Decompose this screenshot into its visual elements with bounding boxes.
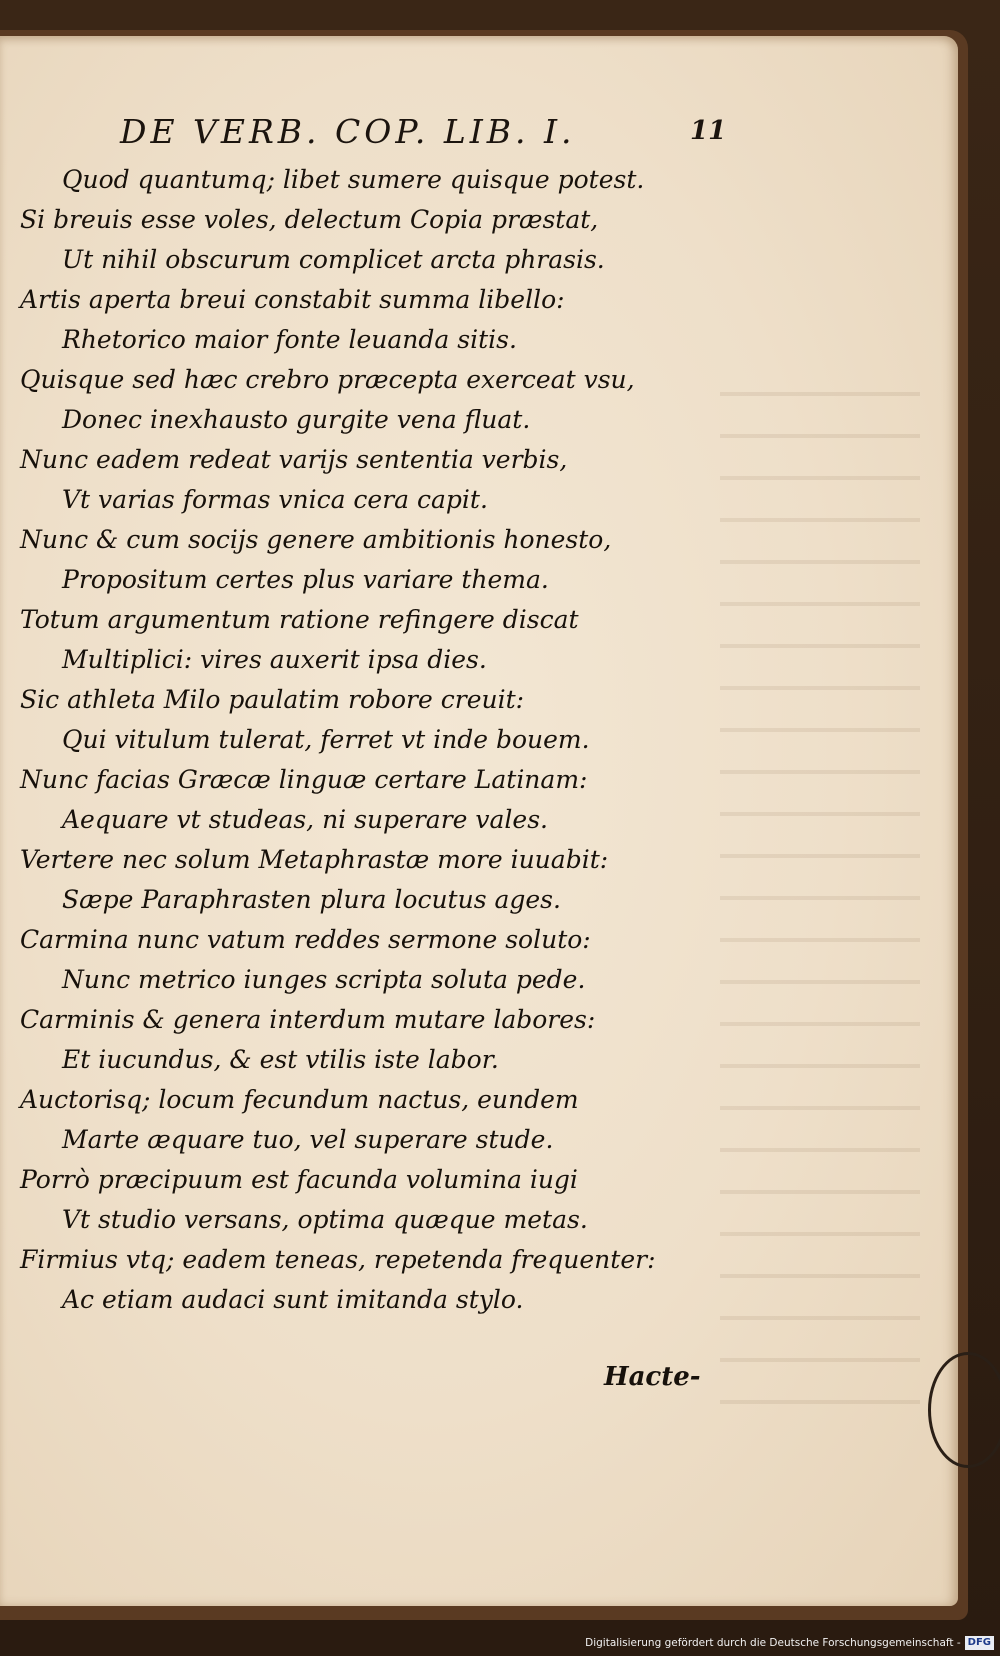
footer-credit — [585, 1632, 994, 1654]
verse-line: Si breuis esse voles, delectum Copia præstat, — [20, 205, 599, 234]
page-clip — [928, 1352, 1000, 1468]
verse-line: Quisque sed hæc crebro præcepta exerceat vsu, — [20, 365, 635, 394]
verse-line: Nunc & cum socijs genere ambitionis honesto, — [20, 525, 612, 554]
verse-line: Aequare vt studeas, ni superare vales. — [62, 805, 548, 834]
verse-line: Propositum certes plus variare thema. — [62, 565, 549, 594]
verse-line: Nunc metrico iunges scripta soluta pede. — [62, 965, 586, 994]
dfg-logo: DFG — [965, 1636, 994, 1650]
verse-line: Ut nihil obscurum complicet arcta phrasis. — [62, 245, 605, 274]
header-title: DE VERB. COP. LIB. I. — [120, 112, 576, 151]
verse-line: Auctorisq; locum fecundum nactus, eundem — [20, 1085, 579, 1114]
verse-line: Porrò præcipuum est facunda volumina iugi — [20, 1165, 578, 1194]
folio-number: 11 — [690, 116, 727, 146]
verse-line: Vertere nec solum Metaphrastæ more iuuabit: — [20, 845, 609, 874]
verse-line: Artis aperta breui constabit summa libello: — [20, 285, 565, 314]
verse-line: Ac etiam audaci sunt imitanda stylo. — [62, 1285, 524, 1314]
verse-line: Carmina nunc vatum reddes sermone soluto: — [20, 925, 591, 954]
verse-line: Multiplici: vires auxerit ipsa dies. — [62, 645, 487, 674]
verse-line: Sic athleta Milo paulatim robore creuit: — [20, 685, 525, 714]
show-through-text — [720, 366, 920, 1416]
catchword: Hacte- — [604, 1362, 701, 1392]
verse-line: Qui vitulum tulerat, ferret vt inde bouem. — [62, 725, 590, 754]
verse-line: Carminis & genera interdum mutare labores: — [20, 1005, 596, 1034]
verse-line: Donec inexhausto gurgite vena fluat. — [62, 405, 531, 434]
footer-text: Digitalisierung gefördert durch die Deutsche Forschungsgemeinschaft - — [585, 1637, 961, 1649]
verse-line: Rhetorico maior fonte leuanda sitis. — [62, 325, 517, 354]
verse-line: Vt studio versans, optima quæque metas. — [62, 1205, 588, 1234]
verse-line: Nunc facias Græcæ linguæ certare Latinam: — [20, 765, 588, 794]
verse-line: Sæpe Paraphrasten plura locutus ages. — [62, 885, 561, 914]
verse-line: Vt varias formas vnica cera capit. — [62, 485, 488, 514]
verse-line: Totum argumentum ratione refingere discat — [20, 605, 579, 634]
verse-line: Firmius vtq; eadem teneas, repetenda frequenter: — [20, 1245, 656, 1274]
verse-line: Marte æquare tuo, vel superare stude. — [62, 1125, 554, 1154]
verse-line: Nunc eadem redeat varijs sententia verbis, — [20, 445, 568, 474]
running-header — [0, 112, 960, 162]
verse-line: Et iucundus, & est vtilis iste labor. — [62, 1045, 499, 1074]
verse-line: Quod quantumq; libet sumere quisque potest. — [62, 165, 645, 194]
